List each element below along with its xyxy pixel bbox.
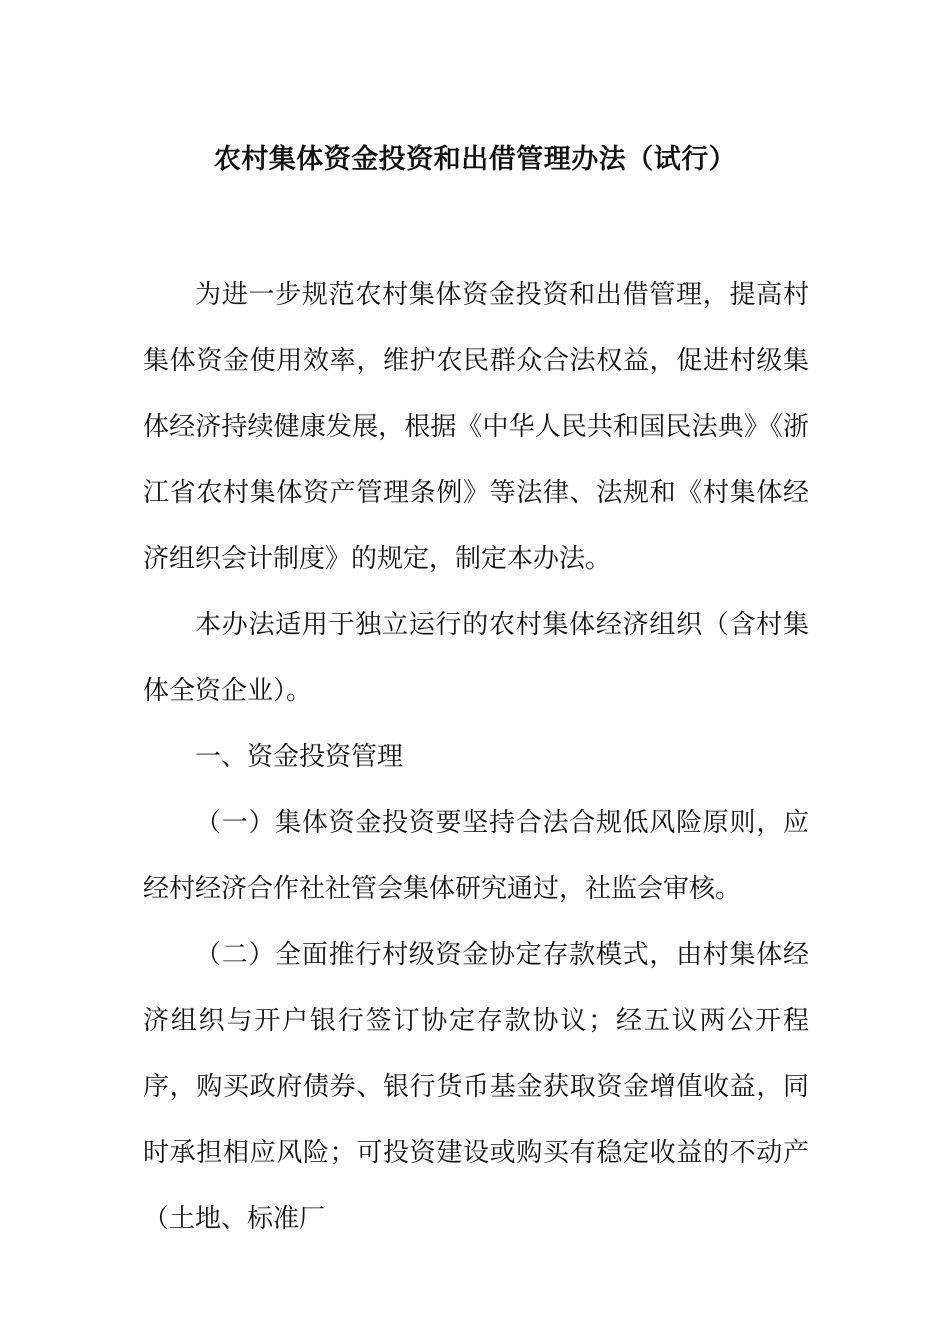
document-title: 农村集体资金投资和出借管理办法（试行） <box>213 144 737 175</box>
document-body <box>143 262 809 1252</box>
paragraph-scope: 本办法适用于独立运行的农村集体经济组织（含村集体全资企业）。 <box>143 610 809 706</box>
paragraph-clause-1: （一）集体资金投资要坚持合法合规低风险原则，应经村经济合作社社管会集体研究通过，社监会审核。 <box>143 808 809 904</box>
paragraph-purpose: 为进一步规范农村集体资金投资和出借管理，提高村集体资金使用效率，维护农民群众合法权益，促进村级集体经济持续健康发展，根据《中华人民共和国民法典》《浙江省农村集体资产管理条例》等法律、法规和《村集体经济组织会计制度》的规定，制定本办法。 <box>143 280 809 574</box>
section-heading-investment: 一、资金投资管理 <box>195 742 404 772</box>
paragraph-clause-2: （二）全面推行村级资金协定存款模式，由村集体经济组织与开户银行签订协定存款协议；经五议两公开程序，购买政府债券、银行货币基金获取资金增值收益，同时承担相应风险；可投资建设或购买有稳定收益的不动产（土地、标准厂 <box>143 940 809 1234</box>
